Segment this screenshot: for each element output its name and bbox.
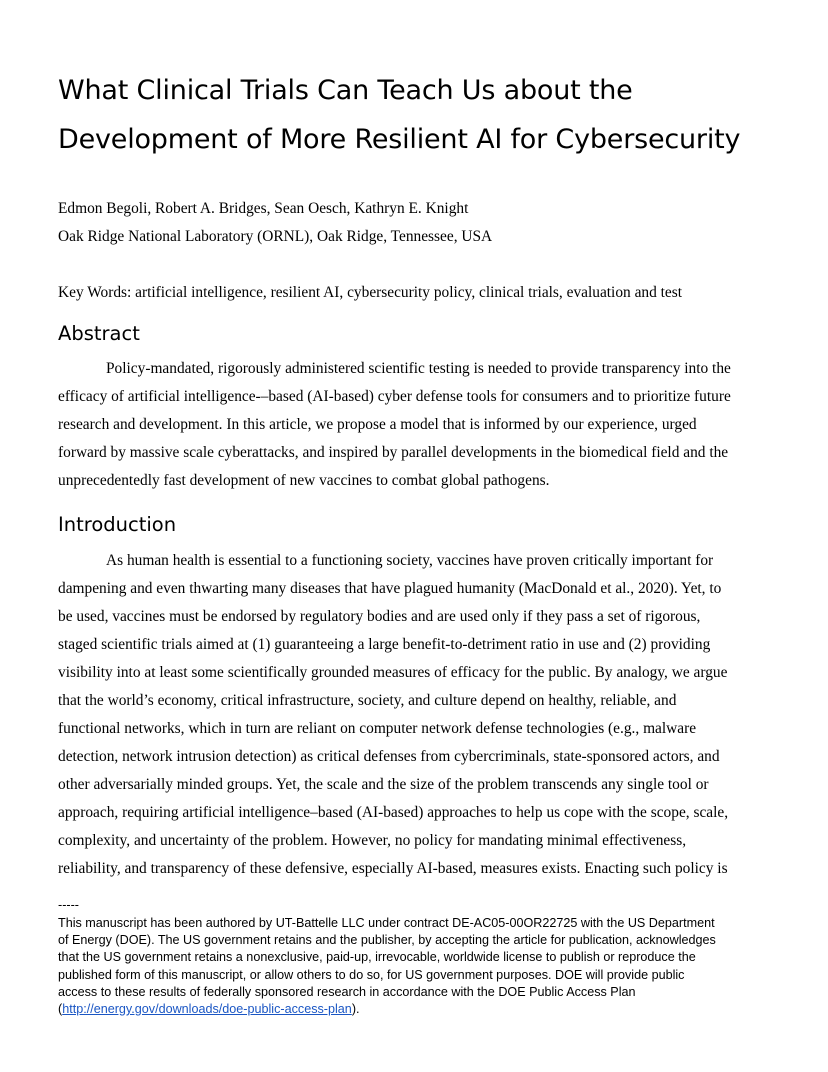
intro-line: that the world’s economy, critical infrastructure, society, and culture depend on healthy, reliable, and [58, 692, 677, 709]
intro-line: dampening and even thwarting many diseases that have plagued humanity (MacDonald et al., 2020). Yet, to [58, 580, 722, 597]
abstract-line: research and development. In this article, we propose a model that is informed by our experience, urged [58, 416, 697, 433]
intro-line: detection, network intrusion detection) as critical defenses from cybercriminals, state-sponsored actors, and [58, 748, 720, 765]
footnote-line: that the US government retains a nonexclusive, paid-up, irrevocable, worldwide license to publish or reproduce the [58, 950, 696, 965]
affiliation: Oak Ridge National Laboratory (ORNL), Oak Ridge, Tennessee, USA [58, 228, 493, 245]
intro-line: be used, vaccines must be endorsed by regulatory bodies and are used only if they pass a set of rigorous, [58, 608, 701, 625]
abstract-line: unprecedentedly fast development of new vaccines to combat global pathogens. [58, 472, 550, 489]
link-open-paren: ( [58, 1002, 63, 1017]
footnote-line: published form of this manuscript, or allow others to do so, for US government purposes. DOE will provide public [58, 967, 685, 982]
abstract-line: efficacy of artificial intelligence-–based (AI-based) cyber defense tools for consumers and to prioritize future [58, 388, 731, 405]
abstract-heading: Abstract [58, 322, 140, 345]
introduction-heading: Introduction [58, 513, 177, 536]
abstract-line: forward by massive scale cyberattacks, and inspired by parallel developments in the biomedical field and the [58, 444, 729, 461]
intro-line: staged scientific trials aimed at (1) guaranteeing a large benefit-to-detriment ratio in use and (2) providing [58, 636, 711, 653]
intro-line: As human health is essential to a functioning society, vaccines have proven critically important for [106, 552, 714, 569]
footnote-link-line [58, 1001, 770, 1018]
author-list: Edmon Begoli, Robert A. Bridges, Sean Oesch, Kathryn E. Knight [58, 200, 469, 217]
intro-line: other adversarially minded groups. Yet, the scale and the size of the problem transcends any single tool or [58, 776, 709, 793]
keywords: Key Words: artificial intelligence, resilient AI, cybersecurity policy, clinical trials, evaluation and test [58, 284, 683, 301]
introduction-paragraph [58, 547, 770, 883]
intro-line: complexity, and uncertainty of the problem. However, no policy for mandating minimal effectiveness, [58, 832, 687, 849]
link-close-paren: ). [351, 1002, 360, 1017]
abstract-paragraph [58, 355, 770, 495]
intro-line: visibility into at least some scientifically grounded measures of efficacy for the public. By analogy, we argue [58, 664, 728, 681]
paper-title [58, 66, 778, 164]
doe-access-plan-link[interactable]: http://energy.gov/downloads/doe-public-access-plan [62, 1002, 352, 1017]
footnote [58, 915, 770, 1018]
footnote-line: access to these results of federally sponsored research in accordance with the DOE Public Access Plan [58, 984, 636, 999]
footnote-line: This manuscript has been authored by UT-Battelle LLC under contract DE-AC05-00OR22725 with the US Department [58, 916, 715, 930]
intro-line: reliability, and transparency of these defensive, especially AI-based, measures exists. Enacting such policy is [58, 860, 728, 877]
intro-line: approach, requiring artificial intelligence–based (AI-based) approaches to help us cope with the scope, scale, [58, 804, 729, 821]
title-line-1: What Clinical Trials Can Teach Us about the [58, 75, 633, 106]
footnote-separator: ----- [58, 898, 79, 912]
footnote-line: of Energy (DOE). The US government retains and the publisher, by accepting the article for publication, acknowledges [58, 933, 716, 948]
abstract-line: Policy-mandated, rigorously administered scientific testing is needed to provide transparency into the [106, 360, 731, 377]
title-line-2: Development of More Resilient AI for Cybersecurity [58, 124, 741, 155]
intro-line: functional networks, which in turn are reliant on computer network defense technologies (e.g., malware [58, 720, 697, 737]
